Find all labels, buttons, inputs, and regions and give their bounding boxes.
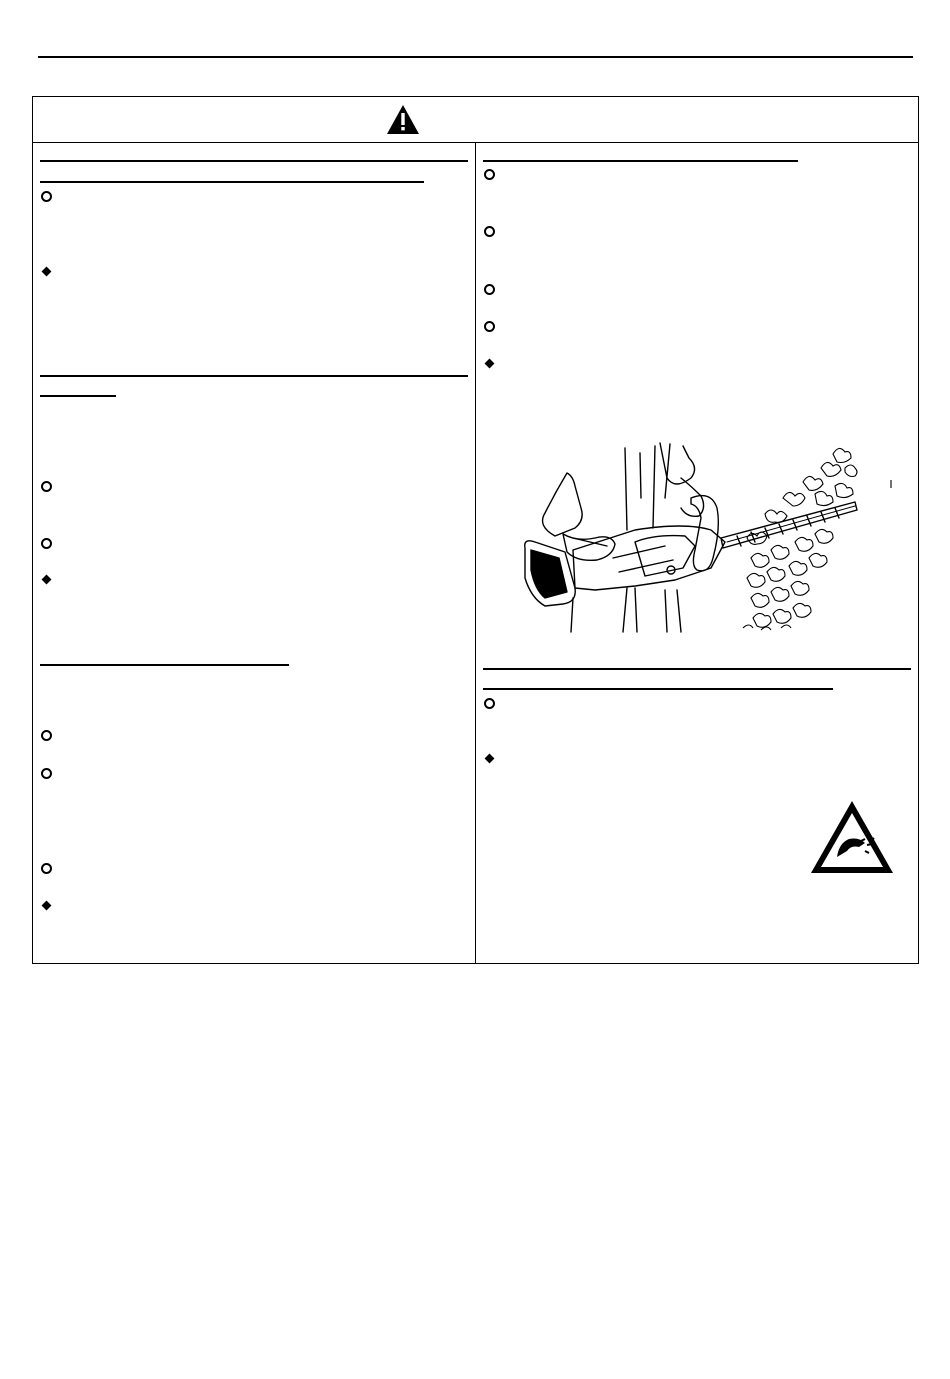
section-heading-underline [40,664,289,666]
section-heading-rule [483,668,911,670]
section-heading-underline [40,395,116,397]
circle-bullet [484,321,495,332]
warning-triangle-icon [386,104,420,135]
section-heading-underline [483,160,798,162]
page-top-rule [38,56,913,58]
circle-bullet [41,863,52,874]
section-heading-rule [40,160,468,162]
circle-bullet [484,169,495,180]
section-heading-underline [483,688,833,690]
circle-bullet [41,538,52,549]
section-heading-rule [40,375,468,377]
circle-bullet [41,730,52,741]
hedge-trimmer-illustration [515,438,900,634]
circle-bullet [41,481,52,492]
column-divider [475,142,476,964]
circle-bullet [41,191,52,202]
circle-bullet [484,284,495,295]
circle-bullet [484,698,495,709]
section-heading-underline [40,181,424,183]
circle-bullet [41,768,52,779]
flying-debris-hazard-icon [809,799,895,875]
circle-bullet [484,226,495,237]
